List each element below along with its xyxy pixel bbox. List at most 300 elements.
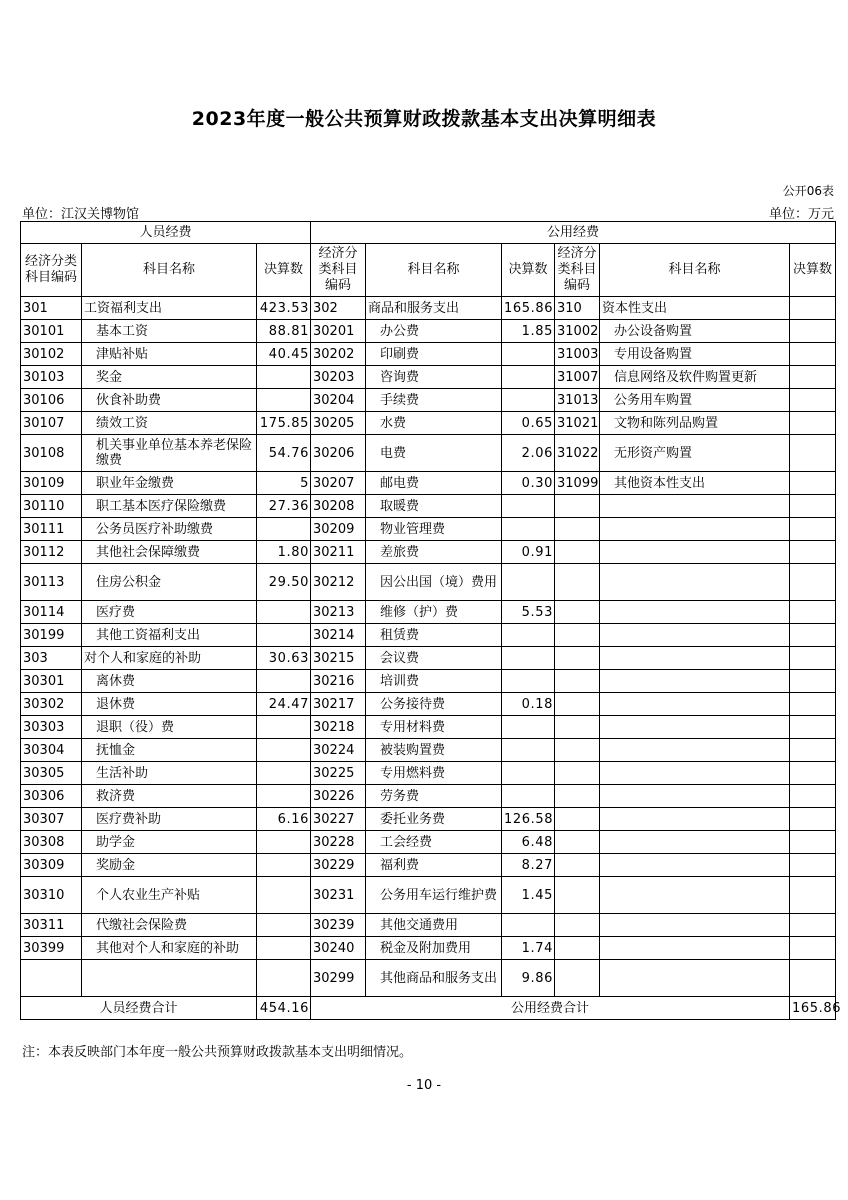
public-amount-cell (502, 647, 555, 670)
capital-code-cell (555, 960, 600, 997)
capital-name-cell (600, 693, 790, 716)
personnel-name-cell: 生活补助 (82, 762, 257, 785)
personnel-code-cell: 30108 (21, 435, 82, 472)
public-amount-cell (502, 518, 555, 541)
col-header-amount: 决算数 (502, 244, 555, 297)
public-amount-cell: 0.91 (502, 541, 555, 564)
table-row (21, 914, 836, 937)
capital-name-cell (600, 808, 790, 831)
capital-code-cell (555, 670, 600, 693)
capital-code-cell: 31003 (555, 343, 600, 366)
table-row (21, 518, 836, 541)
col-header-amount: 决算数 (257, 244, 311, 297)
table-row (21, 937, 836, 960)
table-row (21, 739, 836, 762)
col-header-name: 科目名称 (366, 244, 502, 297)
table-row (21, 785, 836, 808)
col-header-amount: 决算数 (790, 244, 836, 297)
table-row (21, 601, 836, 624)
personnel-amount-cell (257, 366, 311, 389)
capital-name-cell (600, 716, 790, 739)
table-row (21, 877, 836, 914)
public-name-cell: 专用材料费 (366, 716, 502, 739)
personnel-amount-cell: 175.85 (257, 412, 311, 435)
capital-name-cell (600, 624, 790, 647)
table-row (21, 647, 836, 670)
personnel-name-cell: 奖励金 (82, 854, 257, 877)
public-name-cell: 专用燃料费 (366, 762, 502, 785)
table-row (21, 624, 836, 647)
public-name-cell: 商品和服务支出 (366, 297, 502, 320)
personnel-amount-cell (257, 624, 311, 647)
personnel-code-cell: 30306 (21, 785, 82, 808)
capital-name-cell (600, 960, 790, 997)
public-name-cell: 劳务费 (366, 785, 502, 808)
capital-name-cell: 公务用车购置 (600, 389, 790, 412)
personnel-amount-cell: 27.36 (257, 495, 311, 518)
capital-amount-cell (790, 937, 836, 960)
money-unit: 单位：万元 (768, 207, 834, 222)
capital-code-cell (555, 785, 600, 808)
page-number: - 10 - (406, 1078, 442, 1093)
capital-code-cell (555, 716, 600, 739)
public-amount-cell (502, 716, 555, 739)
personnel-name-cell: 抚恤金 (82, 739, 257, 762)
public-name-cell: 税金及附加费用 (366, 937, 502, 960)
personnel-name-cell: 救济费 (82, 785, 257, 808)
capital-amount-cell (790, 960, 836, 997)
capital-code-cell (555, 601, 600, 624)
capital-amount-cell (790, 320, 836, 343)
capital-code-cell: 31021 (555, 412, 600, 435)
capital-code-cell (555, 518, 600, 541)
personnel-name-cell: 医疗费 (82, 601, 257, 624)
table-row (21, 472, 836, 495)
personnel-amount-cell (257, 518, 311, 541)
public-name-cell: 会议费 (366, 647, 502, 670)
personnel-code-cell (21, 960, 82, 997)
capital-code-cell (555, 877, 600, 914)
public-code-cell: 30214 (311, 624, 366, 647)
table-row (21, 762, 836, 785)
col-header-code: 经济分类科目编码 (555, 244, 600, 297)
personnel-amount-cell: 6.16 (257, 808, 311, 831)
table-body (21, 297, 836, 997)
capital-amount-cell (790, 435, 836, 472)
personnel-code-cell: 30303 (21, 716, 82, 739)
table-row (21, 831, 836, 854)
personnel-code-cell: 30399 (21, 937, 82, 960)
public-name-cell: 因公出国（境）费用 (366, 564, 502, 601)
personnel-code-cell: 30112 (21, 541, 82, 564)
capital-name-cell: 文物和陈列品购置 (600, 412, 790, 435)
personnel-amount-cell (257, 831, 311, 854)
public-code-cell: 30209 (311, 518, 366, 541)
capital-name-cell (600, 670, 790, 693)
capital-name-cell: 信息网络及软件购置更新 (600, 366, 790, 389)
personnel-code-cell: 30310 (21, 877, 82, 914)
public-name-cell: 手续费 (366, 389, 502, 412)
public-amount-cell: 9.86 (502, 960, 555, 997)
table-row (21, 366, 836, 389)
public-amount-cell (502, 762, 555, 785)
public-amount-cell: 165.86 (502, 297, 555, 320)
capital-amount-cell (790, 601, 836, 624)
capital-amount-cell (790, 343, 836, 366)
personnel-amount-cell: 29.50 (257, 564, 311, 601)
public-amount-cell: 5.53 (502, 601, 555, 624)
capital-name-cell (600, 854, 790, 877)
personnel-amount-cell (257, 937, 311, 960)
capital-amount-cell (790, 647, 836, 670)
personnel-amount-cell: 5 (257, 472, 311, 495)
public-amount-cell (502, 366, 555, 389)
capital-code-cell: 31007 (555, 366, 600, 389)
table-row (21, 693, 836, 716)
personnel-name-cell: 基本工资 (82, 320, 257, 343)
personnel-name-cell: 其他社会保障缴费 (82, 541, 257, 564)
capital-code-cell (555, 739, 600, 762)
personnel-code-cell: 303 (21, 647, 82, 670)
personnel-code-cell: 30113 (21, 564, 82, 601)
table-row (21, 435, 836, 472)
public-amount-cell (502, 495, 555, 518)
public-name-cell: 办公费 (366, 320, 502, 343)
personnel-code-cell: 30309 (21, 854, 82, 877)
capital-amount-cell (790, 831, 836, 854)
capital-amount-cell (790, 541, 836, 564)
table-row (21, 854, 836, 877)
public-name-cell: 邮电费 (366, 472, 502, 495)
capital-amount-cell (790, 670, 836, 693)
public-code-cell: 30239 (311, 914, 366, 937)
personnel-code-cell: 30103 (21, 366, 82, 389)
personnel-name-cell: 对个人和家庭的补助 (82, 647, 257, 670)
public-code-cell: 30212 (311, 564, 366, 601)
table-row (21, 320, 836, 343)
table-row (21, 297, 836, 320)
public-code-cell: 30227 (311, 808, 366, 831)
col-header-code: 经济分类科目编码 (311, 244, 366, 297)
capital-name-cell (600, 762, 790, 785)
public-amount-cell: 1.45 (502, 877, 555, 914)
public-code-cell: 30216 (311, 670, 366, 693)
public-amount-cell (502, 624, 555, 647)
public-code-cell: 30204 (311, 389, 366, 412)
personnel-name-cell: 公务员医疗补助缴费 (82, 518, 257, 541)
public-code-cell: 30299 (311, 960, 366, 997)
personnel-code-cell: 30102 (21, 343, 82, 366)
personnel-code-cell: 30107 (21, 412, 82, 435)
personnel-amount-cell (257, 785, 311, 808)
capital-amount-cell (790, 762, 836, 785)
public-code-cell: 30231 (311, 877, 366, 914)
personnel-amount-cell (257, 739, 311, 762)
public-amount-cell: 126.58 (502, 808, 555, 831)
table-row (21, 389, 836, 412)
capital-code-cell: 310 (555, 297, 600, 320)
personnel-name-cell: 离休费 (82, 670, 257, 693)
public-amount-cell (502, 389, 555, 412)
capital-code-cell (555, 854, 600, 877)
capital-amount-cell (790, 739, 836, 762)
capital-amount-cell (790, 624, 836, 647)
personnel-code-cell: 30304 (21, 739, 82, 762)
personnel-name-cell: 医疗费补助 (82, 808, 257, 831)
public-code-cell: 30215 (311, 647, 366, 670)
capital-name-cell (600, 914, 790, 937)
public-code-cell: 30205 (311, 412, 366, 435)
capital-name-cell: 无形资产购置 (600, 435, 790, 472)
table-row (21, 412, 836, 435)
capital-name-cell (600, 518, 790, 541)
expenditure-table (20, 221, 842, 1020)
personnel-amount-cell (257, 762, 311, 785)
public-name-cell: 其他商品和服务支出 (366, 960, 502, 997)
public-total-label: 公用经费合计 (311, 997, 790, 1020)
page-title: 2023年度一般公共预算财政拨款基本支出决算明细表 (191, 108, 657, 130)
personnel-code-cell: 30301 (21, 670, 82, 693)
table-row (21, 541, 836, 564)
table-row (21, 960, 836, 997)
personnel-amount-cell: 30.63 (257, 647, 311, 670)
public-name-cell: 取暖费 (366, 495, 502, 518)
capital-code-cell (555, 914, 600, 937)
public-amount-cell: 6.48 (502, 831, 555, 854)
personnel-amount-cell: 88.81 (257, 320, 311, 343)
public-amount-cell: 8.27 (502, 854, 555, 877)
capital-code-cell (555, 762, 600, 785)
public-code-cell: 30208 (311, 495, 366, 518)
public-name-cell: 福利费 (366, 854, 502, 877)
personnel-code-cell: 30101 (21, 320, 82, 343)
public-amount-cell (502, 739, 555, 762)
personnel-code-cell: 30106 (21, 389, 82, 412)
personnel-code-cell: 30311 (21, 914, 82, 937)
capital-code-cell: 31002 (555, 320, 600, 343)
personnel-name-cell: 职业年金缴费 (82, 472, 257, 495)
capital-name-cell (600, 785, 790, 808)
table-row (21, 670, 836, 693)
footnote: 注：本表反映部门本年度一般公共预算财政拨款基本支出明细情况。 (22, 1045, 413, 1060)
capital-name-cell (600, 831, 790, 854)
personnel-amount-cell (257, 670, 311, 693)
capital-amount-cell (790, 693, 836, 716)
public-name-cell: 其他交通费用 (366, 914, 502, 937)
table-row (21, 808, 836, 831)
col-header-code: 经济分类科目编码 (21, 244, 82, 297)
personnel-name-cell: 绩效工资 (82, 412, 257, 435)
table-row (21, 716, 836, 739)
capital-amount-cell (790, 564, 836, 601)
group-header-row (21, 222, 836, 244)
public-code-cell: 30203 (311, 366, 366, 389)
public-amount-cell (502, 564, 555, 601)
public-code-cell: 30226 (311, 785, 366, 808)
capital-amount-cell (790, 854, 836, 877)
capital-name-cell (600, 739, 790, 762)
public-group-header: 公用经费 (311, 222, 836, 244)
personnel-amount-cell (257, 389, 311, 412)
capital-code-cell (555, 808, 600, 831)
capital-name-cell (600, 564, 790, 601)
capital-amount-cell (790, 808, 836, 831)
capital-amount-cell (790, 716, 836, 739)
col-header-name: 科目名称 (82, 244, 257, 297)
personnel-code-cell: 30111 (21, 518, 82, 541)
capital-name-cell: 其他资本性支出 (600, 472, 790, 495)
capital-code-cell (555, 541, 600, 564)
public-name-cell: 工会经费 (366, 831, 502, 854)
personnel-name-cell: 职工基本医疗保险缴费 (82, 495, 257, 518)
capital-amount-cell (790, 877, 836, 914)
personnel-name-cell: 退休费 (82, 693, 257, 716)
capital-code-cell (555, 647, 600, 670)
totals-row (21, 997, 836, 1020)
public-code-cell: 302 (311, 297, 366, 320)
personnel-name-cell: 代缴社会保险费 (82, 914, 257, 937)
public-name-cell: 差旅费 (366, 541, 502, 564)
capital-amount-cell (790, 495, 836, 518)
capital-code-cell (555, 831, 600, 854)
personnel-code-cell: 30110 (21, 495, 82, 518)
public-total-amount: 165.86 (790, 997, 836, 1020)
personnel-amount-cell (257, 716, 311, 739)
unit-label: 单位：江汉关博物馆 (22, 207, 140, 222)
personnel-code-cell: 30199 (21, 624, 82, 647)
capital-amount-cell (790, 297, 836, 320)
public-amount-cell: 2.06 (502, 435, 555, 472)
capital-code-cell: 31022 (555, 435, 600, 472)
public-code-cell: 30207 (311, 472, 366, 495)
public-code-cell: 30224 (311, 739, 366, 762)
personnel-code-cell: 30308 (21, 831, 82, 854)
capital-name-cell (600, 877, 790, 914)
public-name-cell: 维修（护）费 (366, 601, 502, 624)
public-amount-cell: 1.85 (502, 320, 555, 343)
public-code-cell: 30229 (311, 854, 366, 877)
personnel-amount-cell (257, 877, 311, 914)
personnel-code-cell: 30109 (21, 472, 82, 495)
personnel-amount-cell: 1.80 (257, 541, 311, 564)
capital-name-cell (600, 541, 790, 564)
capital-amount-cell (790, 366, 836, 389)
capital-code-cell: 31099 (555, 472, 600, 495)
public-name-cell: 培训费 (366, 670, 502, 693)
personnel-name-cell: 工资福利支出 (82, 297, 257, 320)
public-amount-cell (502, 785, 555, 808)
public-code-cell: 30211 (311, 541, 366, 564)
capital-amount-cell (790, 472, 836, 495)
personnel-name-cell: 住房公积金 (82, 564, 257, 601)
public-name-cell: 印刷费 (366, 343, 502, 366)
personnel-name-cell: 津贴补贴 (82, 343, 257, 366)
capital-code-cell (555, 693, 600, 716)
table-row (21, 343, 836, 366)
capital-name-cell (600, 937, 790, 960)
public-name-cell: 咨询费 (366, 366, 502, 389)
capital-code-cell (555, 564, 600, 601)
capital-code-cell (555, 495, 600, 518)
public-amount-cell: 0.18 (502, 693, 555, 716)
personnel-amount-cell: 24.47 (257, 693, 311, 716)
personnel-amount-cell (257, 601, 311, 624)
public-code-cell: 30217 (311, 693, 366, 716)
public-code-cell: 30218 (311, 716, 366, 739)
personnel-code-cell: 30114 (21, 601, 82, 624)
public-code-cell: 30201 (311, 320, 366, 343)
capital-name-cell (600, 495, 790, 518)
personnel-amount-cell: 54.76 (257, 435, 311, 472)
public-name-cell: 公务接待费 (366, 693, 502, 716)
capital-amount-cell (790, 785, 836, 808)
public-name-cell: 被装购置费 (366, 739, 502, 762)
public-name-cell: 公务用车运行维护费 (366, 877, 502, 914)
personnel-amount-cell: 40.45 (257, 343, 311, 366)
capital-name-cell (600, 601, 790, 624)
capital-code-cell: 31013 (555, 389, 600, 412)
public-name-cell: 物业管理费 (366, 518, 502, 541)
personnel-code-cell: 30302 (21, 693, 82, 716)
personnel-total-label: 人员经费合计 (21, 997, 257, 1020)
personnel-name-cell: 退职（役）费 (82, 716, 257, 739)
public-name-cell: 水费 (366, 412, 502, 435)
personnel-name-cell: 奖金 (82, 366, 257, 389)
capital-name-cell (600, 647, 790, 670)
public-amount-cell: 1.74 (502, 937, 555, 960)
capital-code-cell (555, 624, 600, 647)
public-code-cell: 30202 (311, 343, 366, 366)
personnel-total-amount: 454.16 (257, 997, 311, 1020)
personnel-name-cell: 其他工资福利支出 (82, 624, 257, 647)
column-header-row (21, 244, 836, 297)
capital-amount-cell (790, 518, 836, 541)
capital-name-cell: 专用设备购置 (600, 343, 790, 366)
personnel-name-cell: 个人农业生产补贴 (82, 877, 257, 914)
public-code-cell: 30206 (311, 435, 366, 472)
public-amount-cell (502, 670, 555, 693)
table-row (21, 564, 836, 601)
public-code-cell: 30213 (311, 601, 366, 624)
table-row (21, 495, 836, 518)
capital-amount-cell (790, 412, 836, 435)
personnel-name-cell: 伙食补助费 (82, 389, 257, 412)
public-amount-cell (502, 914, 555, 937)
public-name-cell: 委托业务费 (366, 808, 502, 831)
public-code-cell: 30228 (311, 831, 366, 854)
public-amount-cell (502, 343, 555, 366)
personnel-amount-cell (257, 960, 311, 997)
capital-name-cell: 资本性支出 (600, 297, 790, 320)
form-id: 公开06表 (782, 184, 834, 198)
capital-code-cell (555, 937, 600, 960)
personnel-amount-cell (257, 914, 311, 937)
personnel-name-cell: 助学金 (82, 831, 257, 854)
capital-amount-cell (790, 389, 836, 412)
public-code-cell: 30240 (311, 937, 366, 960)
personnel-amount-cell (257, 854, 311, 877)
personnel-name-cell: 机关事业单位基本养老保险缴费 (82, 435, 257, 472)
personnel-name-cell: 其他对个人和家庭的补助 (82, 937, 257, 960)
capital-name-cell: 办公设备购置 (600, 320, 790, 343)
personnel-code-cell: 301 (21, 297, 82, 320)
capital-amount-cell (790, 914, 836, 937)
public-name-cell: 租赁费 (366, 624, 502, 647)
public-amount-cell: 0.65 (502, 412, 555, 435)
personnel-group-header: 人员经费 (21, 222, 311, 244)
personnel-code-cell: 30307 (21, 808, 82, 831)
public-code-cell: 30225 (311, 762, 366, 785)
